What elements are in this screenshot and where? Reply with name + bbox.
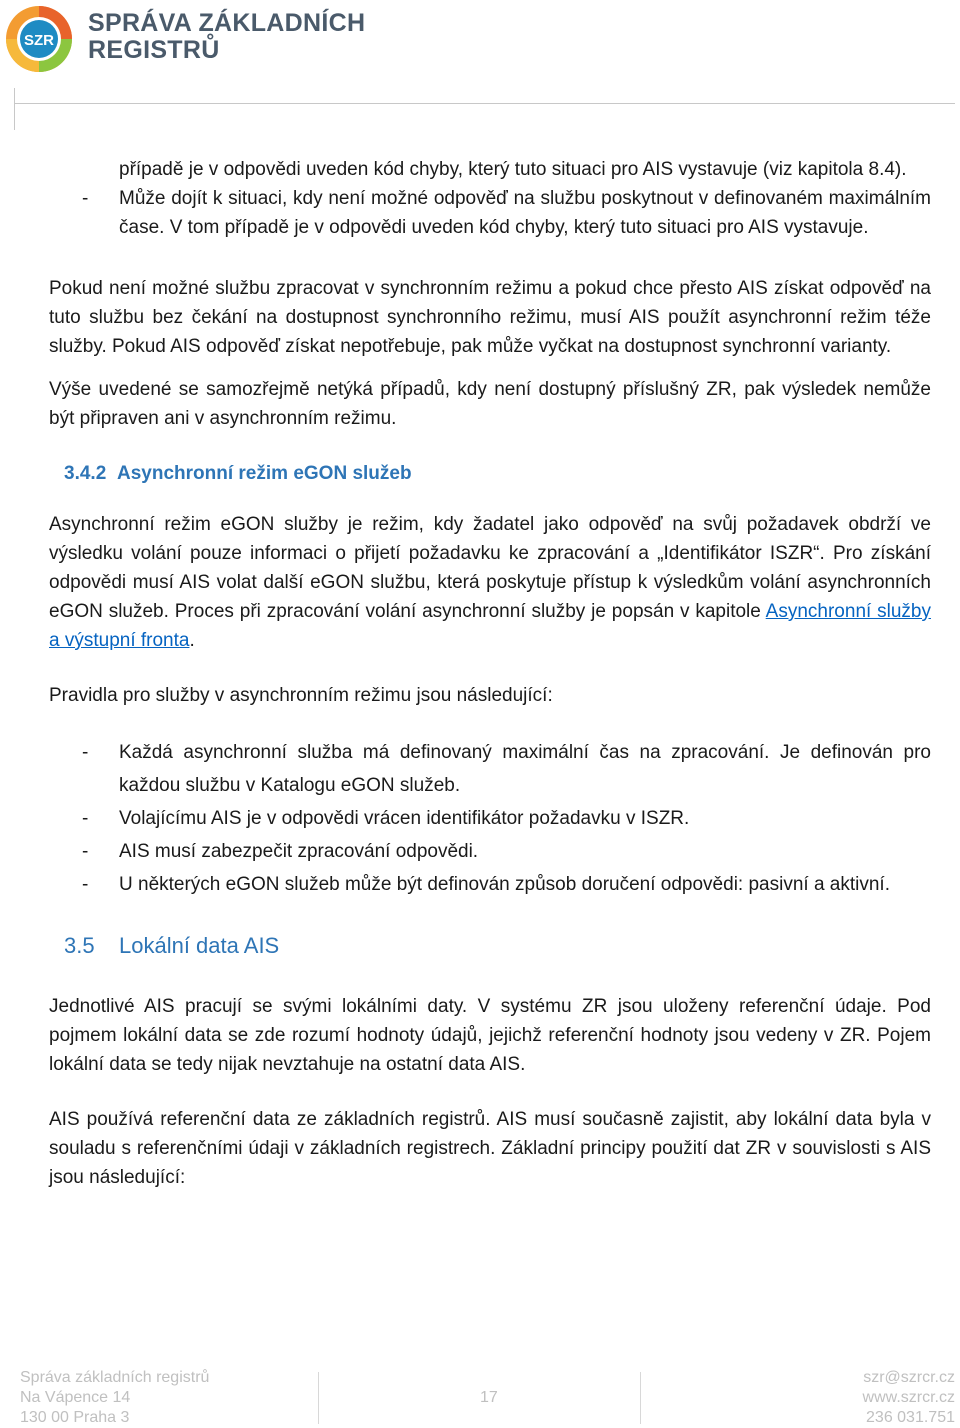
page-header: [0, 0, 960, 130]
list-item-text: Může dojít k situaci, kdy není možné odpověď na službu poskytnout v definovaném maximálním čase. V tom případě je v odpovědi uveden kód chyby, který tuto situaci pro AIS vystavuje.: [119, 188, 931, 238]
paragraph-end: .: [189, 630, 195, 651]
document-body: [49, 155, 931, 1192]
list-item: [49, 868, 931, 901]
footer-web: www.szrcr.cz: [862, 1389, 955, 1406]
list-dash: -: [82, 874, 89, 895]
list-item: [49, 155, 931, 184]
footer-city: 130 00 Praha 3: [20, 1409, 130, 1426]
paragraph-local-data: Jednotlivé AIS pracují se svými lokálními daty. V systému ZR jsou uloženy referenční údaje. Pod pojmem lokální data se zde rozumí hodnoty údajů, jejichž referenční hodnoty jsou vedeny v ZR. Pojem lokální data se tedy nijak nevztahuje na ostatní data AIS.: [49, 996, 931, 1075]
footer-contact: [863, 1368, 955, 1428]
list-dash: -: [82, 742, 89, 763]
footer-phone: 236 031.751: [866, 1409, 955, 1426]
list-item: [49, 184, 931, 242]
link-async-services[interactable]: Asynchronní služby a výstupní fronta: [49, 601, 931, 651]
footer-separator: [640, 1372, 641, 1424]
section-title: Asynchronní režim eGON služeb: [117, 463, 412, 484]
list-item-text: AIS musí zabezpečit zpracování odpovědi.: [119, 841, 479, 862]
list-item-text: Volajícímu AIS je v odpovědi vrácen identifikátor požadavku v ISZR.: [119, 808, 690, 829]
footer-address: [20, 1368, 209, 1428]
list-item: [49, 802, 931, 835]
intro-list: [49, 155, 931, 242]
header-divider: [14, 103, 955, 104]
paragraph-reference-data: AIS používá referenční data ze základních registrů. AIS musí současně zajistit, aby lokální data byla v souladu s referenčními údaji v základních registrech. Základní principy použití dat ZR v souvislosti s AIS jsou následující:: [49, 1109, 931, 1188]
org-name-line-2: REGISTRŮ: [88, 36, 220, 64]
list-dash: -: [82, 808, 89, 829]
logo-text: SZR: [24, 32, 54, 49]
list-dash: -: [82, 841, 89, 862]
section-heading-3-4-2: [49, 459, 931, 488]
section-heading-3-5: [49, 931, 931, 960]
paragraph-async-mode: [49, 510, 931, 655]
szr-logo-icon: [4, 4, 74, 74]
header-corner-rule: [14, 88, 15, 130]
org-name-line-1: SPRÁVA ZÁKLADNÍCH: [88, 9, 366, 37]
list-item: [49, 736, 931, 802]
section-title: Lokální data AIS: [119, 933, 280, 958]
footer-street: Na Vápence 14: [20, 1389, 131, 1406]
paragraph-rules-intro: Pravidla pro služby v asynchronním režimu jsou následující:: [49, 685, 553, 706]
list-item-text: Každá asynchronní služba má definovaný maximální čas na zpracování. Je definován pro každou službu v Katalogu eGON služeb.: [119, 742, 931, 796]
footer-separator: [318, 1372, 319, 1424]
list-item: [49, 835, 931, 868]
rules-list: [49, 736, 931, 901]
paragraph-availability: Výše uvedené se samozřejmě netýká případů, kdy není dostupný příslušný ZR, pak výsledek nemůže být připraven ani v asynchronním režimu.: [49, 379, 931, 429]
paragraph-text: Asynchronní režim eGON služby je režim, kdy žadatel jako odpověď na svůj požadavek obdrží ve výsledku volání pouze informaci o přijetí požadavku ke zpracování a „Identifikátor ISZR“. Pro získání odpovědi musí AIS volat další eGON službu, která poskytuje přístup k výsledkům volání asynchronních eGON služeb. Proces při zpracování volání asynchronní služby je popsán v kapitole: [49, 514, 931, 622]
page-footer: [0, 1362, 960, 1427]
section-number: 3.4.2: [64, 463, 107, 484]
section-number: 3.5: [64, 933, 95, 958]
footer-email: szr@szrcr.cz: [863, 1369, 955, 1386]
paragraph-sync-mode: Pokud není možné službu zpracovat v synchronním režimu a pokud chce přesto AIS získat odpověď na tuto službu bez čekání na dostupnost synchronního režimu, musí AIS použít asynchronní režim téže služby. Pokud AIS odpověď získat nepotřebuje, pak může vyčkat na dostupnost synchronní varianty.: [49, 278, 931, 357]
organization-name: [88, 10, 365, 64]
list-item-text: případě je v odpovědi uveden kód chyby, který tuto situaci pro AIS vystavuje (viz kapitola 8.4).: [119, 159, 907, 180]
list-item-text: U některých eGON služeb může být definován způsob doručení odpovědi: pasivní a aktivní.: [119, 874, 890, 895]
list-dash: -: [82, 188, 89, 209]
footer-org: Správa základních registrů: [20, 1369, 210, 1386]
page-number: 17: [480, 1389, 498, 1406]
